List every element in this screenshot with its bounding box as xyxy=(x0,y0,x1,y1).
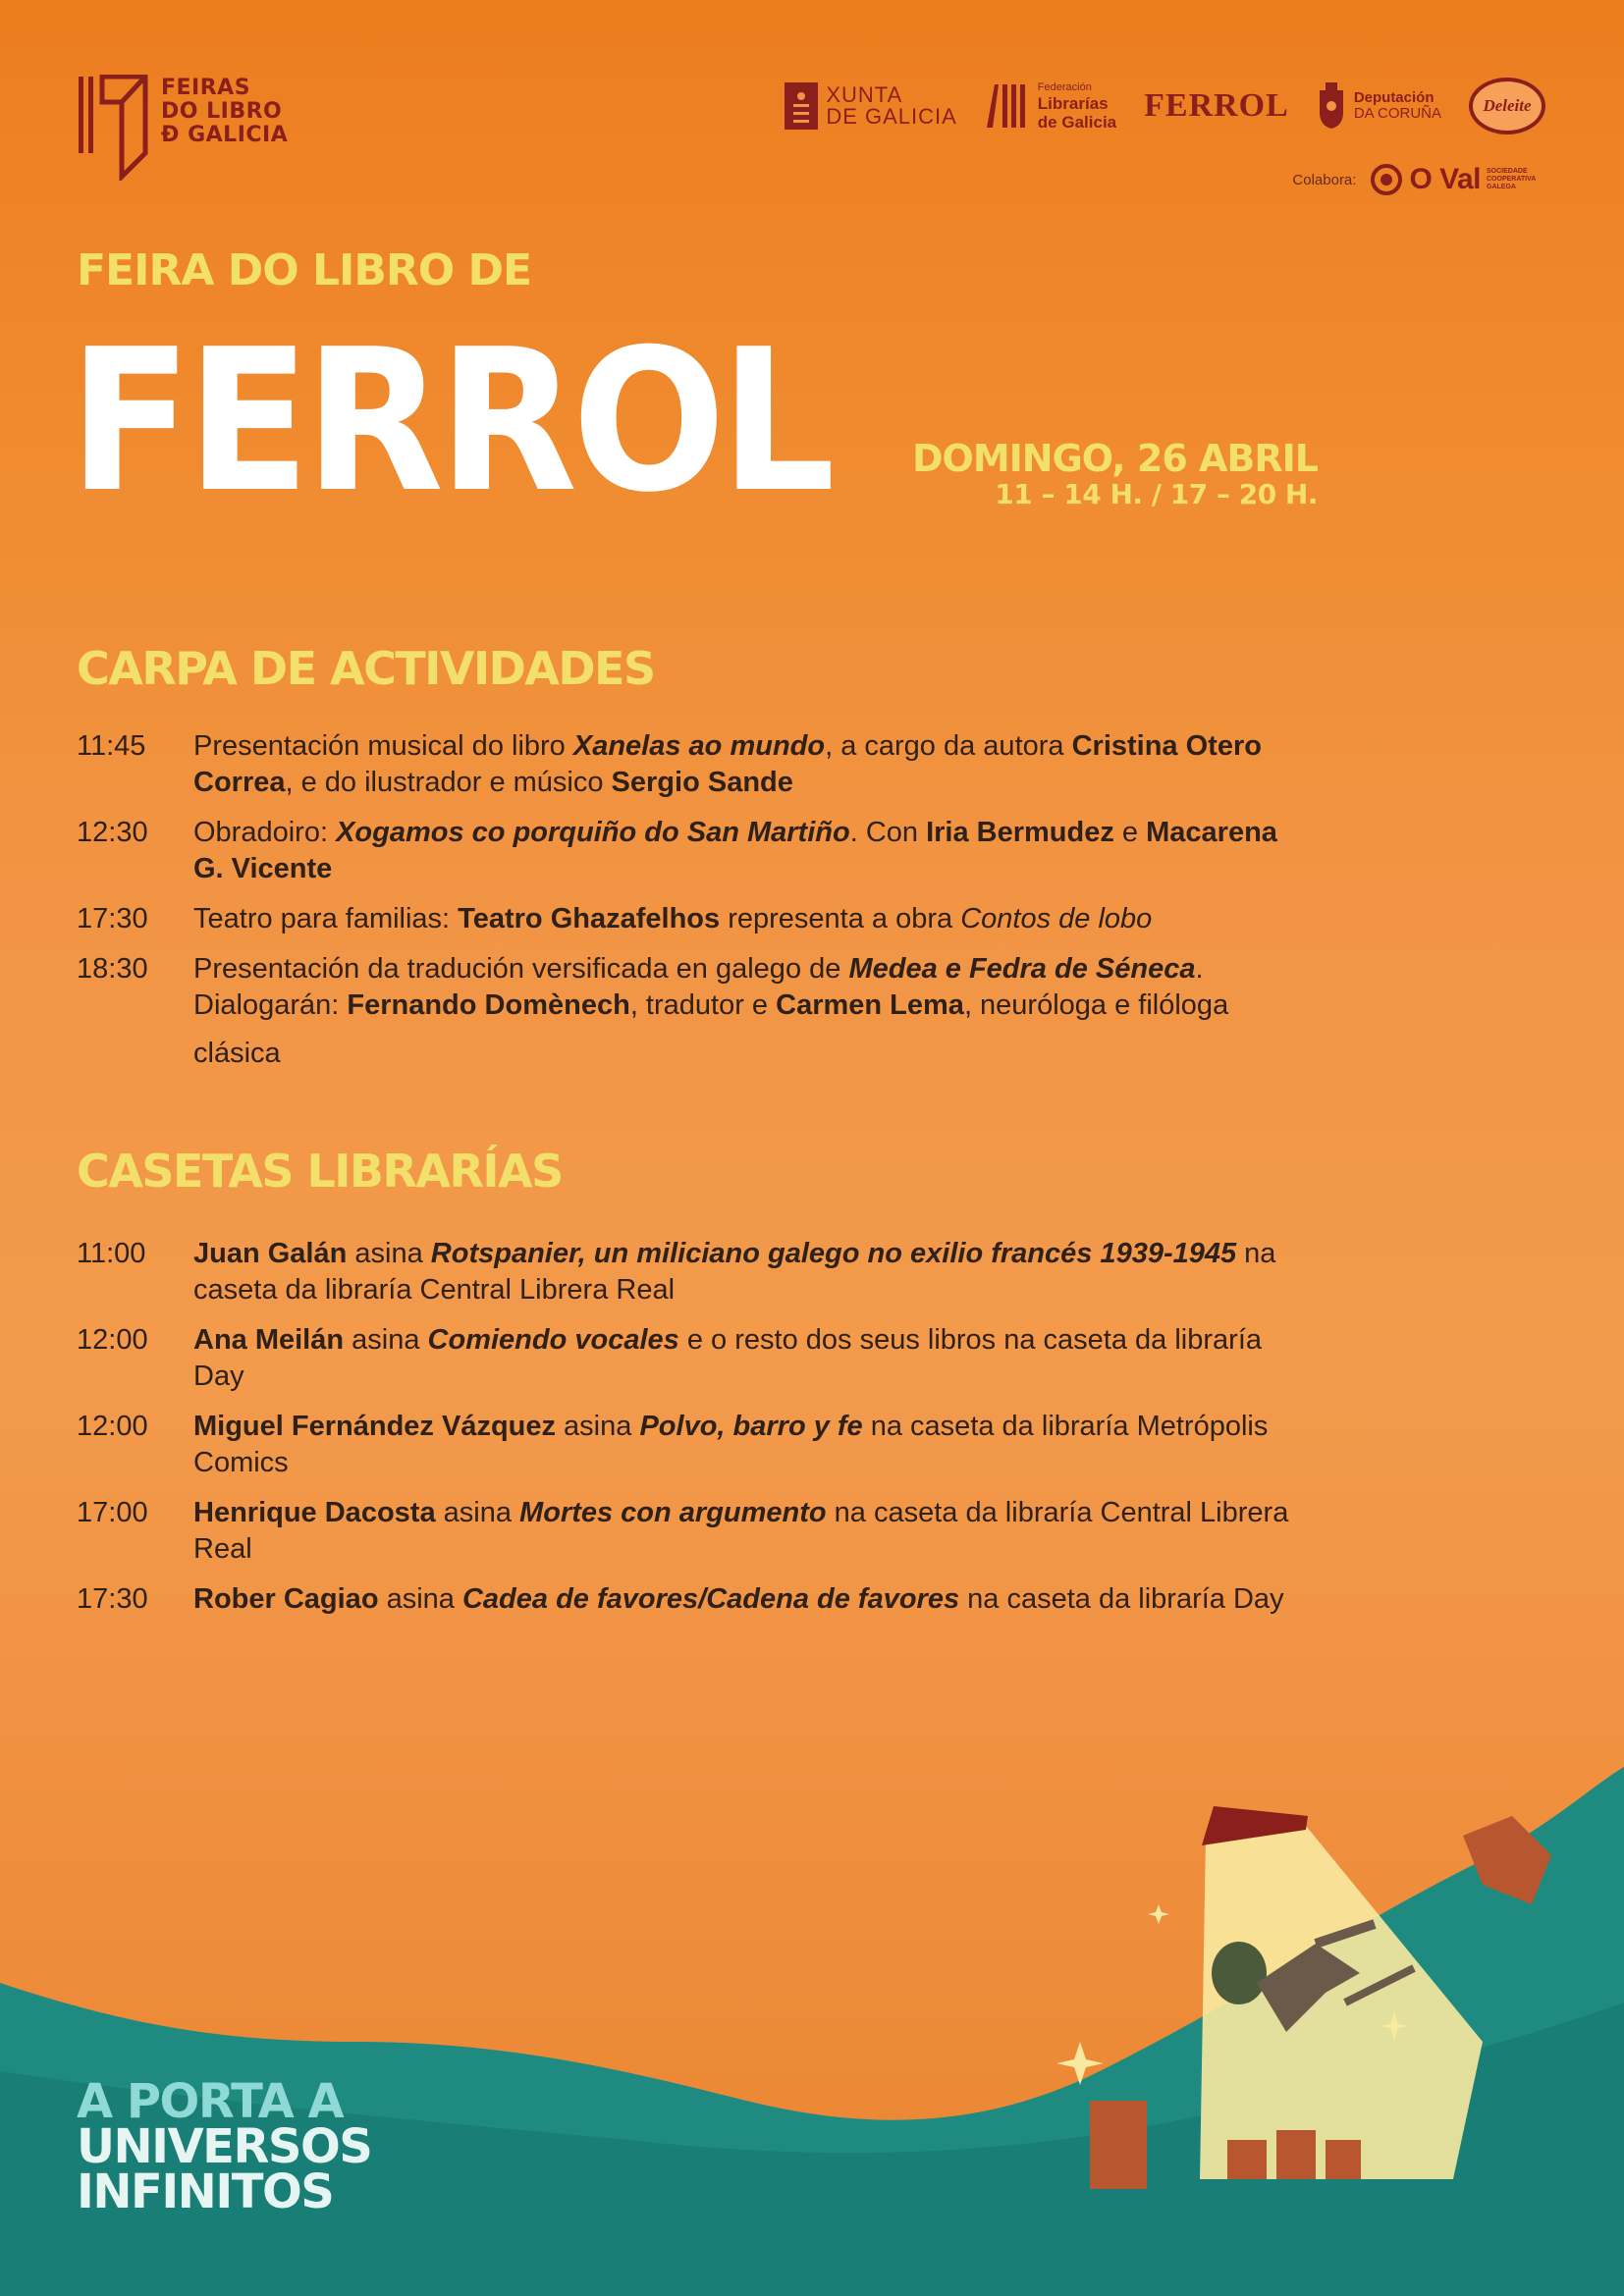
oval-logo xyxy=(1370,163,1545,196)
event-time: 11:00 xyxy=(77,1238,146,1269)
event-row xyxy=(77,1236,1314,1308)
logo-line-2: DO LIBRO xyxy=(161,99,283,124)
event-row xyxy=(77,1409,1314,1481)
event-text-part: Mortes con argumento xyxy=(519,1497,827,1528)
event-description xyxy=(193,1581,1314,1618)
slogan-line-2: UNIVERSOS xyxy=(77,2119,372,2174)
event-time: 18:30 xyxy=(77,953,148,985)
event-text-part: Ana Meilán xyxy=(193,1324,345,1356)
casetas-events-list xyxy=(77,1236,1314,1631)
event-text-part: Rober Cagiao xyxy=(193,1583,379,1615)
event-row xyxy=(77,815,1314,887)
event-text-part: , a cargo da autora xyxy=(825,730,1072,762)
event-text-part: Cristina Otero Correa xyxy=(193,730,1262,798)
event-text-part: Xogamos co porquiño do San Martiño xyxy=(336,817,850,848)
event-text-part: Henrique Dacosta xyxy=(193,1497,436,1528)
carpa-events-list xyxy=(77,728,1314,1086)
event-text-part: , e do ilustrador e músico xyxy=(285,767,612,798)
slogan xyxy=(77,2074,372,2219)
event-text-part: asina xyxy=(344,1324,428,1356)
carpa-section-title: CARPA DE ACTIVIDADES xyxy=(77,642,655,695)
event-text-part: Polvo, barro y fe xyxy=(639,1411,863,1442)
event-time: 17:30 xyxy=(77,1583,148,1615)
date-block xyxy=(912,438,1318,510)
federacion-small: Federación xyxy=(1037,80,1092,93)
event-text-part: na caseta da libraría Day xyxy=(959,1583,1284,1615)
event-time: 12:00 xyxy=(77,1324,148,1356)
event-text-part: , tradutor e xyxy=(629,989,777,1021)
oval-sub: SOCIEDADE COOPERATIVA GALEGA xyxy=(1487,168,1537,190)
event-time: 17:30 xyxy=(77,903,148,934)
event-text-part: Comiendo vocales xyxy=(427,1324,679,1356)
event-text-part: na caseta da libraría Metrópolis Comics xyxy=(193,1411,1269,1478)
oval-name: O Val xyxy=(1409,163,1481,195)
event-date: DOMINGO, 26 ABRIL xyxy=(911,437,1318,480)
partner-logos xyxy=(785,79,1545,133)
event-text-part: Cadea de favores/Cadena de favores xyxy=(461,1583,960,1615)
event-text-part: , neuróloga e filóloga xyxy=(963,989,1229,1021)
event-text-part: Teatro para familias: xyxy=(193,903,459,934)
xunta-shield-icon xyxy=(785,82,818,130)
event-description xyxy=(193,1236,1314,1308)
event-text-part: representa a obra xyxy=(720,903,961,934)
event-text-part: Sergio Sande xyxy=(611,767,793,798)
event-text-part: Contos de lobo xyxy=(960,903,1153,934)
event-text-part: Teatro Ghazafelhos xyxy=(458,903,721,934)
deleite-logo: Deleite xyxy=(1469,78,1545,134)
event-text-part: asina xyxy=(556,1411,640,1442)
slogan-line-1: A PORTA A xyxy=(77,2074,344,2129)
event-text-part: Miguel Fernández Vázquez xyxy=(193,1411,556,1442)
federacion-line-2: de Galicia xyxy=(1037,112,1117,132)
event-row xyxy=(77,1495,1314,1568)
page-title: FERROL xyxy=(69,307,831,536)
event-description xyxy=(193,1409,1314,1481)
event-text-part: Xanelas ao mundo xyxy=(572,730,826,762)
event-description xyxy=(193,728,1314,801)
event-text-part: na caseta da libraría Central Librera Real xyxy=(193,1497,1289,1565)
event-row xyxy=(77,951,1314,1072)
book-door-icon xyxy=(77,75,149,181)
event-text-part: e xyxy=(1113,817,1147,848)
colabora-label: Colabora: xyxy=(1292,171,1357,188)
event-text-part: asina xyxy=(347,1238,431,1269)
event-text-part: Fernando Domènech xyxy=(347,989,630,1021)
concello-ferrol-logo: FERROL xyxy=(1144,87,1289,124)
event-text-part: Iria Bermudez xyxy=(926,817,1114,848)
event-description xyxy=(193,815,1314,887)
deputacion-coruna-logo xyxy=(1317,82,1441,130)
logo-line-1: FEIRAS xyxy=(161,76,251,100)
xunta-line-1: XUNTA xyxy=(826,82,903,107)
event-row xyxy=(77,728,1314,801)
event-description xyxy=(193,901,1314,937)
crest-icon xyxy=(1317,82,1346,130)
event-text-part: Medea e Fedra de Séneca xyxy=(848,953,1196,985)
books-icon xyxy=(985,82,1030,130)
event-row xyxy=(77,1322,1314,1395)
logo-line-3: Đ GALICIA xyxy=(161,123,289,147)
deputacion-line-1: Deputación xyxy=(1353,89,1435,106)
event-time: 12:30 xyxy=(77,817,148,848)
event-time: 11:45 xyxy=(77,730,146,762)
event-description xyxy=(193,1495,1314,1568)
colabora xyxy=(1292,163,1545,196)
xunta-logo xyxy=(785,82,956,130)
event-text-extra: clásica xyxy=(193,1038,281,1069)
event-text-part: . Dialogarán: xyxy=(193,953,1204,1021)
event-text-part: Presentación da tradución versificada en galego de xyxy=(193,953,849,985)
event-text-part: Rotspanier, un miliciano galego no exilio francés 1939-1945 xyxy=(430,1238,1237,1269)
casetas-section-title: CASETAS LIBRARÍAS xyxy=(77,1145,563,1198)
xunta-line-2: DE GALICIA xyxy=(826,104,957,129)
event-hours: 11 – 14 H. / 17 – 20 H. xyxy=(995,478,1318,510)
event-description xyxy=(193,1322,1314,1395)
event-text-part: Carmen Lema xyxy=(776,989,964,1021)
oval-circle-icon xyxy=(1370,163,1403,196)
event-text-part: asina xyxy=(435,1497,520,1528)
event-text-part: Presentación musical do libro xyxy=(193,730,573,762)
event-time: 17:00 xyxy=(77,1497,148,1528)
federacion-line-1: Librarías xyxy=(1037,93,1109,113)
feiras-do-libro-logo xyxy=(77,75,293,183)
federacion-librarias-logo xyxy=(985,81,1116,132)
event-text-part: e o resto dos seus libros na caseta da libraría Day xyxy=(193,1324,1263,1392)
event-text-part: na caseta da libraría Central Librera Real xyxy=(193,1238,1276,1306)
event-text-part: Juan Galán xyxy=(193,1238,348,1269)
slogan-line-3: INFINITOS xyxy=(77,2164,334,2219)
event-row xyxy=(77,901,1314,937)
event-row xyxy=(77,1581,1314,1618)
event-text-part: Obradoiro: xyxy=(193,817,337,848)
pretitle: FEIRA DO LIBRO DE xyxy=(77,245,532,295)
event-text-part: asina xyxy=(378,1583,462,1615)
event-description xyxy=(193,951,1314,1072)
deputacion-line-2: DA CORUÑA xyxy=(1353,105,1441,122)
event-text-part: . Con xyxy=(849,817,927,848)
event-text-part: Macarena G. Vicente xyxy=(193,817,1277,884)
event-time: 12:00 xyxy=(77,1411,148,1442)
